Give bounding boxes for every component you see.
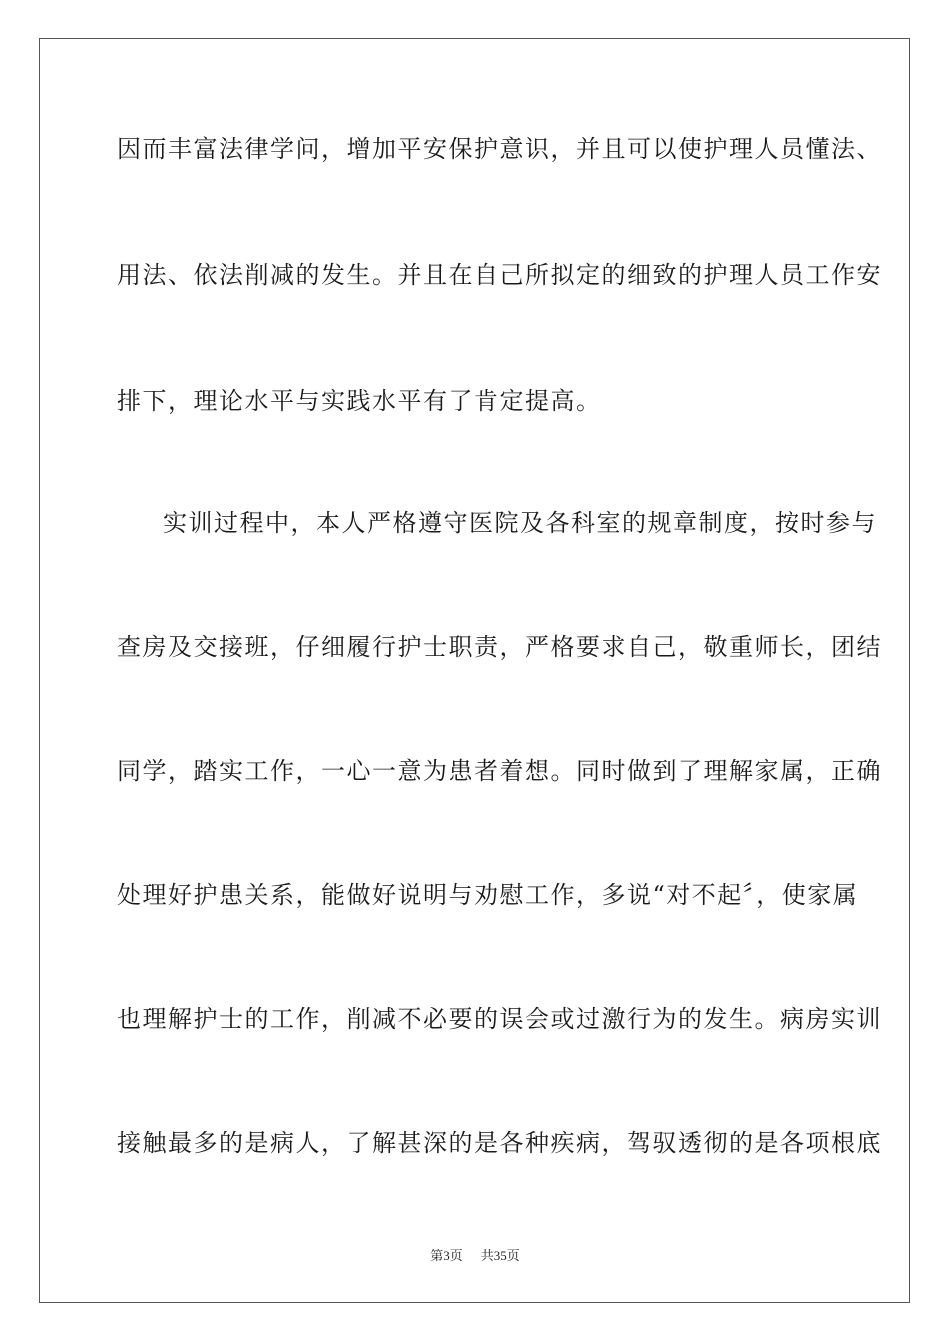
page-footer (0, 1246, 950, 1266)
page-total: 共35页 (480, 1248, 520, 1263)
page-border (39, 38, 910, 1303)
text-line-9: 接触最多的是病人，了解甚深的是各种疾病，驾驭透彻的是各项根底 (117, 1129, 882, 1157)
text-line-5: 查房及交接班，仔细履行护士职责，严格要求自己，敬重师长，团结 (117, 633, 882, 661)
text-line-3: 排下，理论水平与实践水平有了肯定提高。 (117, 387, 602, 415)
page-number: 第3页 (430, 1248, 463, 1263)
text-line-8: 也理解护士的工作，削减不必要的误会或过激行为的发生。病房实训 (117, 1005, 882, 1033)
text-line-2: 用法、依法削减的发生。并且在自己所拟定的细致的护理人员工作安 (117, 261, 882, 289)
text-line-6: 同学，踏实工作，一心一意为患者着想。同时做到了理解家属，正确 (117, 757, 882, 785)
text-line-7: 处理好护患关系，能做好说明与劝慰工作，多说“对不起〞，使家属 (117, 881, 859, 909)
text-line-1: 因而丰富法律学问，增加平安保护意识，并且可以使护理人员懂法、 (117, 135, 882, 163)
text-line-4: 实训过程中，本人严格遵守医院及各科室的规章制度，按时参与 (163, 509, 877, 537)
